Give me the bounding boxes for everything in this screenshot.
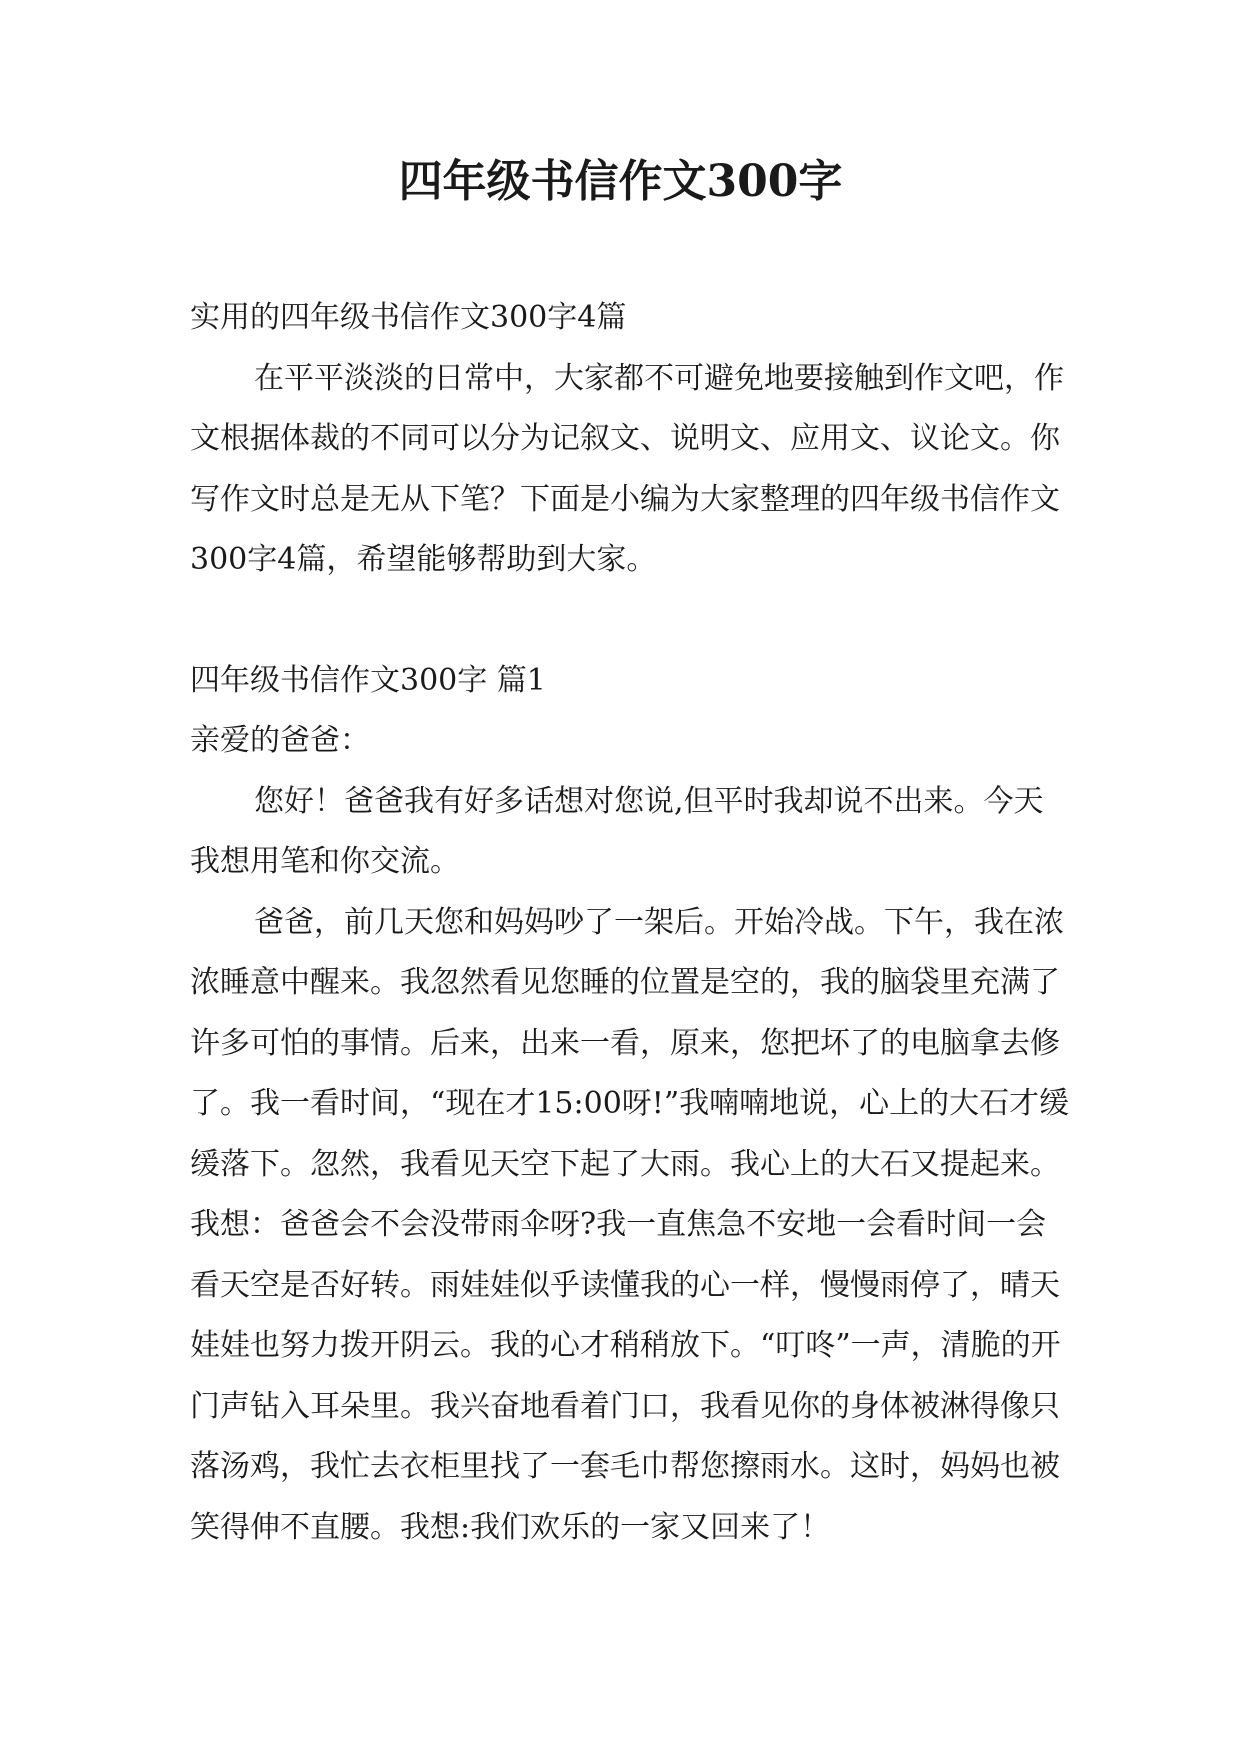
document-subtitle: 实用的四年级书信作文300字4篇	[190, 300, 627, 335]
letter-paragraph: 您好！爸爸我有好多话想对您说,但平时我却说不出来。今天我想用笔和你交流。	[190, 783, 1044, 879]
letter-paragraph: 爸爸，前几天您和妈妈吵了一架后。开始冷战。下午，我在浓浓睡意中醒来。我忽然看见您睡的位置是空的，我的脑袋里充满了许多可怕的事情。后来，出来一看，原来，您把坏了的电脑拿去修了。我一看时间，“现在才15:00呀!”我喃喃地说，心上的大石才缓缓落下。忽然，我看见天空下起了大雨。我心上的大石又提起来。我想：爸爸会不会没带雨伞呀?我一直焦急不安地一会看时间一会看天空是否好转。雨娃娃似乎读懂我的心一样，慢慢雨停了，晴天娃娃也努力拨开阴云。我的心才稍稍放下。“叮咚”一声，清脆的开门声钻入耳朵里。我兴奋地看着门口，我看见你的身体被淋得像只落汤鸡，我忙去衣柜里找了一套毛巾帮您擦雨水。这时，妈妈也被笑得伸不直腰。我想:我们欢乐的一家又回来了！	[190, 904, 1070, 1545]
document-body	[190, 288, 1070, 1558]
letter-salutation: 亲爱的爸爸：	[190, 723, 370, 758]
document-title: 四年级书信作文300字	[398, 156, 843, 207]
intro-paragraph: 在平平淡淡的日常中，大家都不可避免地要接触到作文吧，作文根据体裁的不同可以分为记叙文、说明文、应用文、议论文。你写作文时总是无从下笔？下面是小编为大家整理的四年级书信作文300字4篇，希望能够帮助到大家。	[190, 360, 1064, 577]
section-heading: 四年级书信作文300字 篇1	[190, 662, 546, 698]
